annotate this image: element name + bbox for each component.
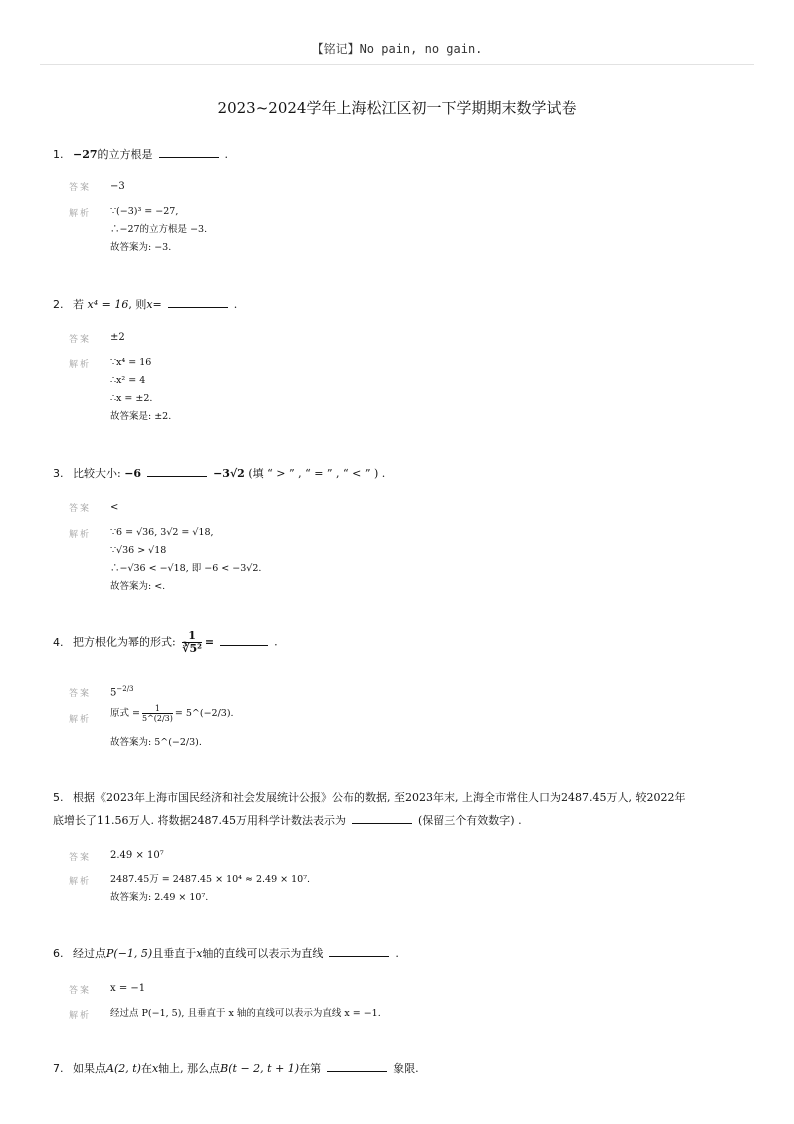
question-number: 4.: [53, 635, 64, 649]
analysis-text: 原式 =: [110, 708, 140, 719]
analysis-line: 故答案为: <.: [110, 581, 166, 592]
question-2: [53, 296, 753, 313]
question-math: −3√2: [213, 467, 245, 480]
question-text: (填 “ > ” , “ = ” , “ < ” ) .: [244, 467, 386, 480]
answer-label: 答案: [69, 689, 92, 699]
question-text: .: [395, 947, 399, 960]
question-math: =: [204, 635, 215, 649]
page-header-motto: 【铭记】No pain, no gain.: [311, 42, 483, 56]
analysis-line: 2487.45万 = 2487.45 × 10⁴ ≈ 2.49 × 10⁷.: [110, 874, 311, 885]
answer-label: 答案: [69, 986, 92, 996]
question-5: [53, 790, 753, 806]
fraction-denominator: 5^(2/3): [141, 714, 173, 723]
analysis-line: ∵√36 > √18: [110, 545, 167, 556]
question-number: 1.: [53, 148, 64, 161]
exam-title: 2023~2024学年上海松江区初一下学期期末数学试卷: [217, 99, 577, 117]
header-divider: [40, 64, 754, 65]
question-text: 的立方根是: [97, 148, 153, 161]
analysis-line: 故答案为: 2.49 × 10⁷.: [110, 892, 209, 903]
question-text: 若: [73, 298, 84, 311]
question-math: B(t − 2, t + 1): [220, 1062, 300, 1075]
analysis-label: 解析: [69, 530, 92, 540]
question-math: x=: [146, 298, 162, 311]
question-number: 3.: [53, 467, 64, 480]
analysis-line: ∵(−3)³ = −27,: [110, 206, 179, 217]
fraction-denominator: ∛5²: [182, 642, 202, 655]
answer-blank: [220, 634, 268, 646]
answer-label: 答案: [69, 504, 92, 514]
question-text: 在: [140, 1062, 152, 1075]
answer-blank: [352, 812, 412, 824]
answer-base: 5: [110, 687, 117, 699]
question-text: .: [224, 148, 229, 161]
analysis-line: ∵6 = √36, 3√2 = √18,: [110, 527, 214, 538]
question-text: 轴上, 那么点: [158, 1062, 221, 1075]
question-text: 象限.: [393, 1062, 419, 1075]
question-number: 6.: [53, 947, 64, 960]
answer-blank: [327, 1060, 387, 1072]
question-math: −27: [73, 148, 98, 161]
analysis-line: 故答案为: 5^(−2/3).: [110, 737, 202, 748]
question-text: 底增长了11.56万人. 将数据2487.45万用科学计数法表示为: [53, 814, 346, 827]
analysis-line: ∵x⁴ = 16: [110, 357, 152, 368]
fraction-numerator: 1: [142, 704, 173, 714]
analysis-label: 解析: [69, 209, 92, 219]
question-fraction: [182, 630, 202, 655]
question-6: [53, 945, 753, 962]
answer-value: −3: [110, 181, 125, 192]
answer-value: <: [110, 502, 119, 513]
analysis-label: 解析: [69, 715, 92, 725]
question-math: x⁴ = 16: [87, 298, 129, 311]
question-math: −6: [124, 467, 142, 480]
question-7: [53, 1060, 753, 1077]
question-text: .: [233, 298, 238, 311]
question-number: 7.: [53, 1062, 64, 1075]
question-text: 根据《2023年上海市国民经济和社会发展统计公报》公布的数据, 至2023年末, 上海全市常住人口为2487.45万人, 较2022年: [73, 791, 686, 804]
analysis-line: ∴−27的立方根是 −3.: [110, 224, 208, 235]
question-text: 且垂直于: [152, 947, 197, 960]
question-math: x: [196, 947, 203, 960]
question-3: [53, 465, 753, 482]
question-text: .: [274, 635, 278, 649]
question-text: (保留三个有效数字) .: [417, 814, 522, 827]
answer-value: 2.49 × 10⁷: [110, 850, 164, 861]
question-text: 如果点: [73, 1062, 106, 1075]
question-math: A(2, t): [106, 1062, 141, 1075]
question-text: 经过点: [73, 947, 106, 960]
analysis-line: ∴x² = 4: [110, 375, 146, 386]
question-1: [53, 146, 753, 163]
question-5-continued: [53, 812, 753, 829]
analysis-label: 解析: [69, 877, 92, 887]
answer-label: 答案: [69, 853, 92, 863]
analysis-line: 经过点 P(−1, 5), 且垂直于 x 轴的直线可以表示为直线 x = −1.: [110, 1008, 381, 1019]
analysis-line: ∴x = ±2.: [110, 393, 153, 404]
analysis-line: [110, 704, 234, 723]
question-text: 轴的直线可以表示为直线: [202, 947, 324, 960]
analysis-label: 解析: [69, 360, 92, 370]
answer-blank: [329, 945, 389, 957]
answer-blank: [159, 146, 219, 158]
question-4: [53, 630, 753, 655]
analysis-line: 故答案是: ±2.: [110, 411, 172, 422]
question-math: x: [151, 1062, 159, 1075]
answer-label: 答案: [69, 183, 92, 193]
question-number: 5.: [53, 791, 64, 804]
question-math: P(−1, 5): [106, 947, 153, 960]
analysis-line: ∴−√36 < −√18, 即 −6 < −3√2.: [110, 563, 262, 574]
question-number: 2.: [53, 298, 64, 311]
question-text: 比较大小:: [73, 467, 125, 480]
answer-exponent: −2/3: [116, 685, 134, 693]
analysis-fraction: [142, 704, 173, 723]
question-text: 把方根化为幂的形式:: [73, 635, 176, 649]
answer-label: 答案: [69, 335, 92, 345]
answer-blank: [147, 465, 207, 477]
answer-blank: [168, 296, 228, 308]
answer-value: [110, 683, 134, 699]
answer-value: x = −1: [110, 983, 146, 994]
question-text: 在第: [299, 1062, 322, 1075]
analysis-label: 解析: [69, 1011, 92, 1021]
analysis-line: 故答案为: −3.: [110, 242, 172, 253]
question-text: , 则: [128, 298, 147, 311]
analysis-text: = 5^(−2/3).: [174, 708, 234, 719]
fraction-numerator: 1: [182, 630, 202, 643]
answer-value: ±2: [110, 332, 125, 343]
